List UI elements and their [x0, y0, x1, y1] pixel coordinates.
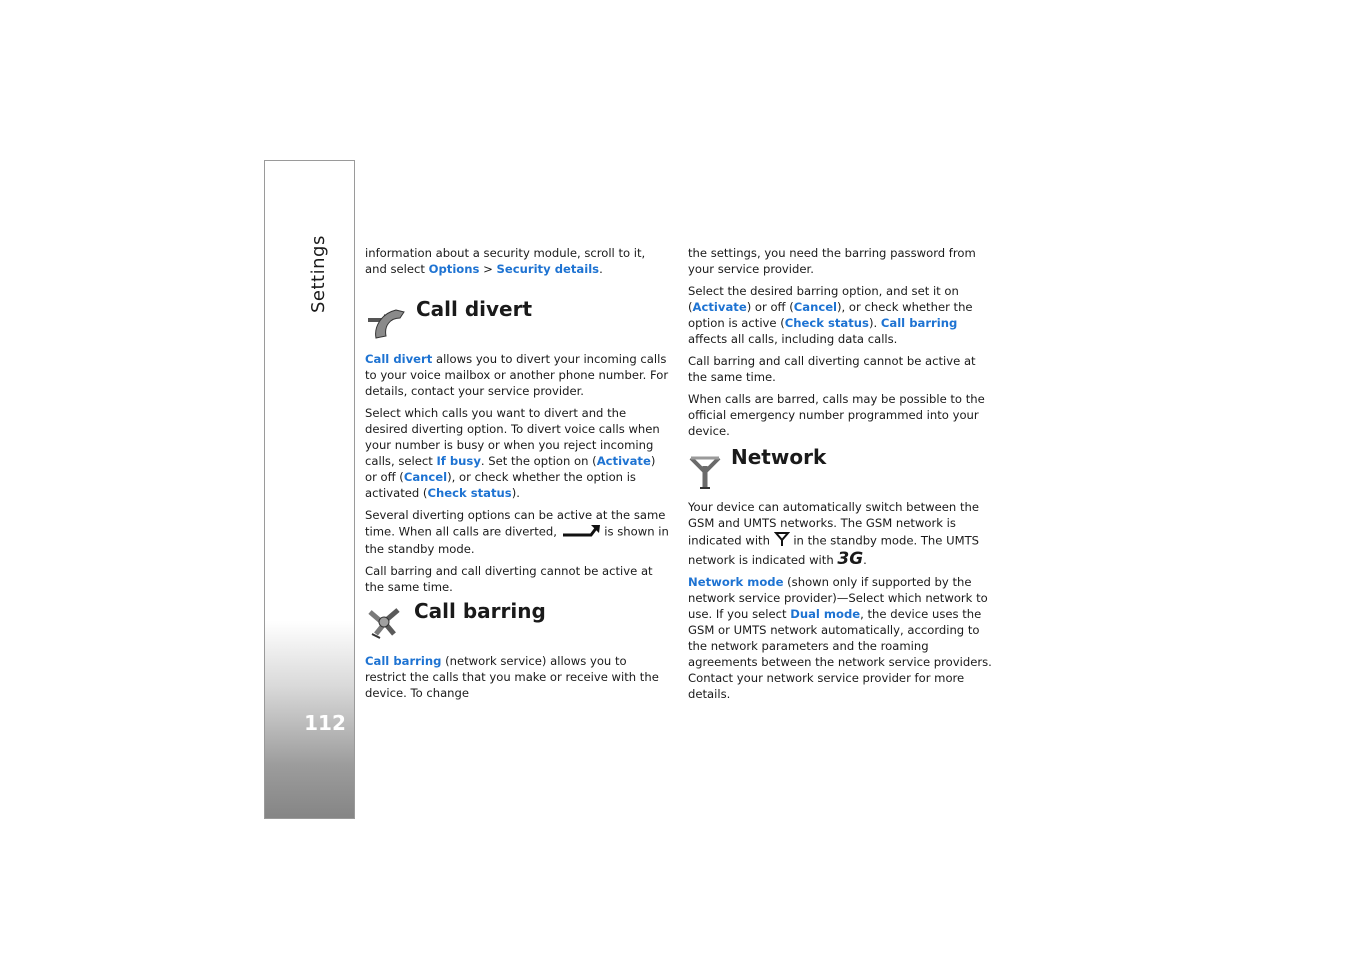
- section-label: Settings: [308, 235, 329, 313]
- dual-mode-link[interactable]: Dual mode: [790, 607, 861, 621]
- network-heading: Network: [731, 445, 827, 469]
- activate-link[interactable]: Activate: [692, 300, 747, 314]
- paragraph: Your device can automatically switch between the GSM and UMTS networks. The GSM network is indicated with in the standby mode. The UMTS network is indicated with 3G.: [688, 500, 980, 569]
- call-barring-body: [365, 653, 670, 707]
- paragraph: Call barring and call diverting cannot be active at the same time.: [365, 564, 653, 594]
- cancel-link[interactable]: Cancel: [403, 470, 448, 484]
- check-status-link[interactable]: Check status: [784, 316, 869, 330]
- paragraph: information about a security module, scroll to it, and select Options > Security details.: [365, 246, 646, 276]
- paragraph: Call barring and call diverting cannot be active at the same time.: [688, 354, 976, 384]
- paragraph: the settings, you need the barring password from your service provider.: [688, 246, 976, 276]
- column-right-barring: [688, 245, 998, 445]
- call-barring-link[interactable]: Call barring: [880, 316, 958, 330]
- paragraph: Network mode (shown only if supported by the network service provider)—Select which network to use. If you select Dual mode, the device uses the GSM or UMTS network automatically, according to the network parameters and the roaming agreements between the network service providers. Contact your network service provider for more details.: [688, 575, 992, 701]
- paragraph: When calls are barred, calls may be possible to the official emergency number programmed into your device.: [688, 392, 985, 438]
- if-busy-link[interactable]: If busy: [436, 454, 481, 468]
- security-details-link[interactable]: Security details: [496, 262, 600, 276]
- network-body: [688, 499, 998, 708]
- paragraph: Select which calls you want to divert and the desired diverting option. To divert voice calls when your number is busy or when you reject incoming calls, select If busy. Set the option on (Activate) or off (Cancel), or check whether the option is activated (Check status).: [365, 406, 660, 500]
- check-status-link[interactable]: Check status: [427, 486, 512, 500]
- network-mode-link[interactable]: Network mode: [688, 575, 784, 589]
- page-number: 112: [304, 711, 346, 735]
- call-divert-link[interactable]: Call divert: [365, 352, 433, 366]
- call-barring-icon: [366, 604, 404, 644]
- paragraph: Several diverting options can be active at the same time. When all calls are diverted, is shown in the standby mode.: [365, 508, 669, 556]
- gsm-antenna-icon: [774, 531, 790, 551]
- call-divert-icon: [366, 304, 406, 344]
- column-left-intro: [365, 245, 670, 283]
- threeg-icon: 3G: [837, 549, 864, 569]
- paragraph: Select the desired barring option, and set it on (Activate) or off (Cancel), or check whether the option is active (Check status). Call barring affects all calls, including data calls.: [688, 284, 973, 346]
- network-antenna-icon: [688, 452, 722, 494]
- activate-link[interactable]: Activate: [596, 454, 651, 468]
- options-link[interactable]: Options: [428, 262, 480, 276]
- call-divert-body: [365, 351, 670, 601]
- all-calls-diverted-icon: [561, 523, 601, 541]
- paragraph: Call barring (network service) allows you to restrict the calls that you make or receive with the device. To change: [365, 654, 659, 700]
- call-divert-heading: Call divert: [416, 297, 533, 321]
- cancel-link[interactable]: Cancel: [793, 300, 838, 314]
- call-barring-heading: Call barring: [414, 599, 546, 623]
- call-barring-link[interactable]: Call barring: [365, 654, 442, 668]
- paragraph: Call divert allows you to divert your incoming calls to your voice mailbox or another phone number. For details, contact your service provider.: [365, 352, 669, 398]
